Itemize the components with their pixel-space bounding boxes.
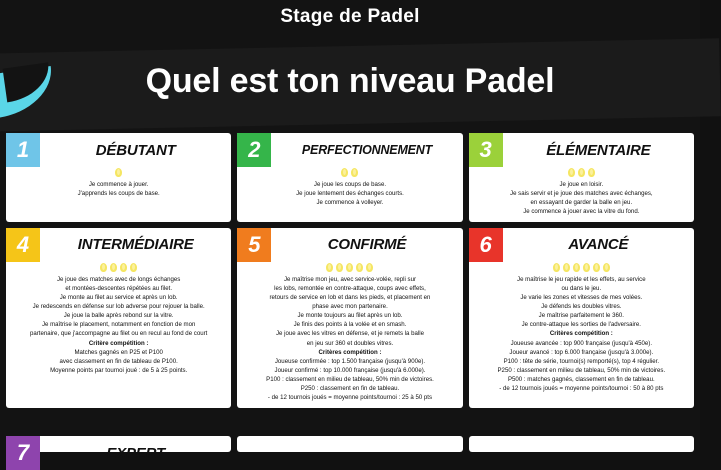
ball-icon	[341, 168, 348, 177]
level-line: Je monte toujours au filet après un lob.	[297, 312, 403, 320]
level-card-4	[6, 228, 231, 408]
level-card-8	[237, 436, 462, 452]
level-title-4: INTERMÉDIAIRE	[77, 236, 194, 254]
level-title-7: EXPERT	[106, 444, 165, 462]
ball-rating-4	[6, 263, 231, 272]
level-line: Je sais servir et je joue des matches avec échanges,	[510, 190, 653, 198]
criteria-line: avec classement en fin de tableau de P100.	[59, 357, 178, 365]
level-line: partenaire, que j'accompagne au filet ou en recul au fond de court	[30, 330, 208, 338]
criteria-line: - de 12 tournois joués = moyenne points/tournoi : 25 à 50 pts	[267, 394, 433, 402]
level-title-1: DÉBUTANT	[95, 141, 176, 159]
ball-rating-5	[237, 263, 462, 272]
level-line: Je monte au filet au service et après un lob.	[59, 293, 178, 301]
ball-icon	[346, 263, 353, 272]
criteria-line: Joueuse avancée : top 900 française (jusqu'à 450e).	[510, 339, 653, 347]
criteria-line: Joueur confirmé : top 10.000 française (jusqu'à 6.000e).	[274, 366, 426, 374]
level-description-4	[6, 275, 231, 381]
level-line: Je redescends en défense sur lob adverse pour rejouer la balle.	[32, 302, 205, 310]
level-line: retours de service en lob et dans les pieds, et placement en	[269, 293, 431, 301]
level-line: Je joue les coups de base.	[313, 181, 387, 188]
levels-grid	[6, 133, 694, 408]
level-line: Je contre-attaque les sorties de l'adversaire.	[521, 321, 642, 329]
level-card-7	[6, 436, 231, 465]
level-number-5: 5	[237, 228, 271, 262]
level-line: les lobs, remontée en contre-attaque, coups avec effets,	[274, 284, 426, 292]
criteria-line: Matches gagnés en P25 et P100	[74, 348, 163, 356]
level-number-6: 6	[469, 228, 503, 262]
criteria-line: P250 : classement en fin de tableau.	[300, 385, 400, 393]
level-line: Je maîtrise le placement, notamment en fonction de mon	[41, 321, 196, 329]
level-line: Je joue avec les vitres en défense, et je remets la balle	[275, 330, 424, 338]
level-card-6-header	[469, 228, 694, 262]
ball-icon	[366, 263, 373, 272]
level-line: J'apprends les coups de base.	[77, 190, 160, 198]
ball-icon	[563, 263, 570, 272]
level-criteria-6	[474, 329, 689, 393]
ball-icon	[336, 263, 343, 272]
level-card-3	[469, 133, 694, 222]
level-line: en essayant de garder la balle en jeu.	[530, 199, 633, 207]
criteria-title: Critères compétition :	[318, 348, 382, 356]
level-line: Je finis des points à la volée et en smash.	[293, 321, 407, 329]
level-number-2: 2	[237, 133, 271, 167]
level-number-3: 3	[469, 133, 503, 167]
level-line: phase avec mon partenaire.	[312, 302, 388, 310]
criteria-line: Joueuse confirmée : top 1.500 française (jusqu'à 900e).	[274, 357, 426, 365]
levels-grid-next-row	[6, 436, 694, 465]
ball-icon	[593, 263, 600, 272]
ball-icon	[588, 168, 595, 177]
level-description-2	[237, 180, 462, 212]
level-card-9	[469, 436, 694, 452]
criteria-line: P100 : tête de série, tournoi(s) remporté(s), top 4 régulier.	[503, 357, 660, 365]
level-number-7: 7	[6, 436, 40, 470]
criteria-line: - de 12 tournois joués = moyenne points/tournoi : 50 à 80 pts	[499, 385, 664, 393]
level-line: en jeu sur 360 et doubles vitres.	[306, 339, 394, 347]
ball-icon	[553, 263, 560, 272]
ball-icon	[568, 168, 575, 177]
level-card-5	[237, 228, 462, 408]
level-line: Je joue la balle après rebond sur la vitre.	[63, 312, 174, 320]
level-card-4-header	[6, 228, 231, 262]
level-card-1	[6, 133, 231, 222]
criteria-title: Critère compétition :	[88, 339, 149, 347]
level-line: Je défends les doubles vitres.	[541, 302, 622, 310]
level-card-2-header	[237, 133, 462, 167]
level-line: Je commence à volleyer.	[316, 199, 384, 207]
ball-rating-6	[469, 263, 694, 272]
level-title-6: AVANCÉ	[568, 236, 629, 254]
ball-icon	[326, 263, 333, 272]
ball-icon	[578, 168, 585, 177]
level-line: Je commence à jouer.	[88, 181, 149, 188]
ball-icon	[573, 263, 580, 272]
level-card-5-header	[237, 228, 462, 262]
level-line: Je maîtrise le jeu rapide et les effets, au service	[517, 275, 646, 283]
level-number-1: 1	[6, 133, 40, 167]
level-criteria-5	[242, 348, 457, 403]
level-line: Je maîtrise parfaitement le 360.	[538, 312, 624, 320]
level-line: Je joue en loisir.	[559, 181, 604, 188]
ball-icon	[356, 263, 363, 272]
level-line: Je joue lentement des échanges courts.	[296, 190, 404, 198]
ball-icon	[603, 263, 610, 272]
level-card-2	[237, 133, 462, 222]
level-line: Je maîtrise mon jeu, avec service-volée, repli sur	[283, 275, 417, 283]
ball-icon	[110, 263, 117, 272]
page-top-title: Stage de Padel	[280, 6, 420, 27]
level-title-5: CONFIRMÉ	[327, 236, 407, 254]
level-description-1	[6, 180, 231, 203]
level-line: Je joue des matches avec de longs échanges	[57, 275, 181, 283]
level-title-3: ÉLÉMENTAIRE	[546, 141, 651, 159]
level-card-1-header	[6, 133, 231, 167]
ball-icon	[115, 168, 122, 177]
ball-icon	[130, 263, 137, 272]
level-description-6	[469, 275, 694, 399]
ball-rating-2	[237, 168, 462, 177]
criteria-line: P500 : matches gagnés, classement en fin de tableau.	[507, 376, 655, 384]
level-description-5	[237, 275, 462, 408]
level-criteria-4	[11, 339, 226, 376]
criteria-line: Moyenne points par tournoi joué : de 5 à 25 points.	[50, 366, 188, 374]
level-line: Je commence à jouer avec la vitre du fond.	[523, 208, 640, 216]
ball-icon	[351, 168, 358, 177]
criteria-title: Critères compétition :	[549, 330, 613, 338]
level-line: et montées-descentes répétées au filet.	[65, 284, 173, 292]
ball-icon	[120, 263, 127, 272]
ball-icon	[583, 263, 590, 272]
ball-rating-1	[6, 168, 231, 177]
criteria-line: P250 : classement en milieu de tableau, 50% min de victoires.	[497, 366, 666, 374]
level-card-3-header	[469, 133, 694, 167]
criteria-line: P100 : classement en milieu de tableau, 50% min de victoires.	[266, 376, 434, 384]
level-title-2: PERFECTIONNEMENT	[301, 143, 433, 157]
page-title: Quel est ton niveau Padel	[145, 62, 555, 100]
ball-rating-3	[469, 168, 694, 177]
level-number-4: 4	[6, 228, 40, 262]
ball-icon	[100, 263, 107, 272]
level-line: Je varie les zones et vitesses de mes volées.	[520, 293, 643, 301]
level-line: ou dans le jeu.	[561, 284, 602, 292]
level-description-3	[469, 180, 694, 222]
level-card-6	[469, 228, 694, 408]
criteria-line: Joueur avancé : top 6.000 française (jusqu'à 3.000e).	[509, 348, 654, 356]
level-card-7-header	[6, 436, 231, 470]
